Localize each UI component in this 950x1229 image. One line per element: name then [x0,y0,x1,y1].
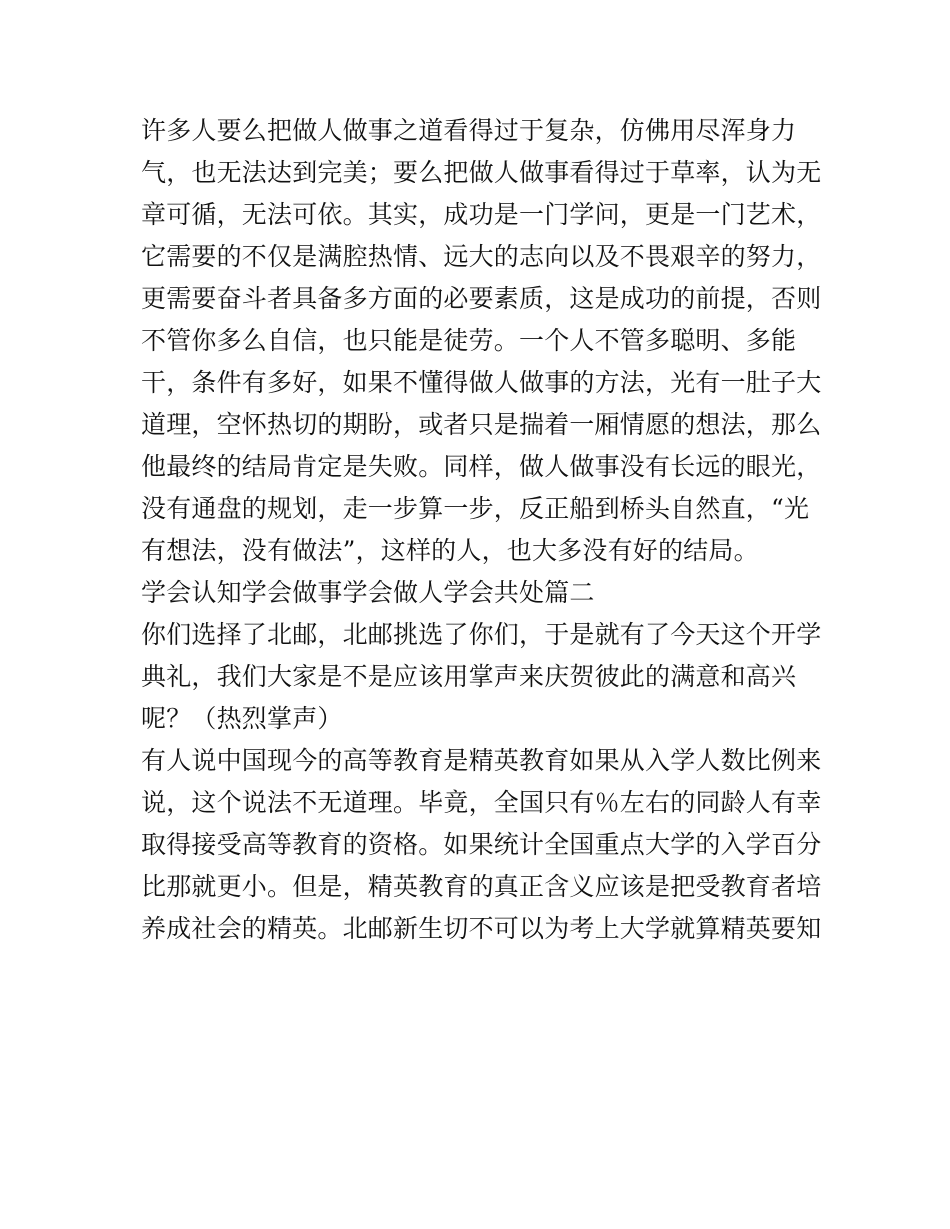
text-line: 气，也无法达到完美；要么把做人做事看得过于草率，认为无 [141,158,822,187]
text-line: 有人说中国现今的高等教育是精英教育如果从入学人数比例来 [141,746,822,775]
text-line: 取得接受高等教育的资格。如果统计全国重点大学的入学百分 [141,830,822,859]
text-line: 章可循，无法可依。其实，成功是一门学问，更是一门艺术， [141,200,822,229]
paragraph-1 [141,110,821,572]
text-line: 干，条件有多好，如果不懂得做人做事的方法，光有一肚子大 [141,368,822,397]
text-line: 更需要奋斗者具备多方面的必要素质，这是成功的前提，否则 [141,284,822,313]
text-line: 呢？（热烈掌声） [141,704,343,733]
text-line: 许多人要么把做人做事之道看得过于复杂，仿佛用尽浑身力 [141,116,797,145]
text-line: 比那就更小。但是，精英教育的真正含义应该是把受教育者培 [141,872,822,901]
text-line: 你们选择了北邮，北邮挑选了你们，于是就有了今天这个开学 [141,620,822,649]
text-line: 他最终的结局肯定是失败。同样，做人做事没有长远的眼光， [141,452,822,481]
paragraph-2 [141,614,821,740]
text-line: 它需要的不仅是满腔热情、远大的志向以及不畏艰辛的努力， [141,242,822,271]
text-line: 道理，空怀热切的期盼，或者只是揣着一厢情愿的想法，那么 [141,410,822,439]
text-line: 不管你多么自信，也只能是徒劳。一个人不管多聪明、多能 [141,326,797,355]
text-line: 没有通盘的规划，走一步算一步，反正船到桥头自然直，“光 [141,494,810,523]
paragraph-3 [141,740,821,950]
text-line: 有想法，没有做法”，这样的人，也大多没有好的结局。 [141,536,759,565]
text-line: 养成社会的精英。北邮新生切不可以为考上大学就算精英要知 [141,914,822,943]
text-line: 说，这个说法不无道理。毕竟，全国只有％左右的同龄人有幸 [141,788,822,817]
text-line: 典礼，我们大家是不是应该用掌声来庆贺彼此的满意和高兴 [141,662,797,691]
section-heading [141,572,821,614]
document-body [141,110,821,950]
section-title: 学会认知学会做事学会做人学会共处篇二 [141,578,595,607]
